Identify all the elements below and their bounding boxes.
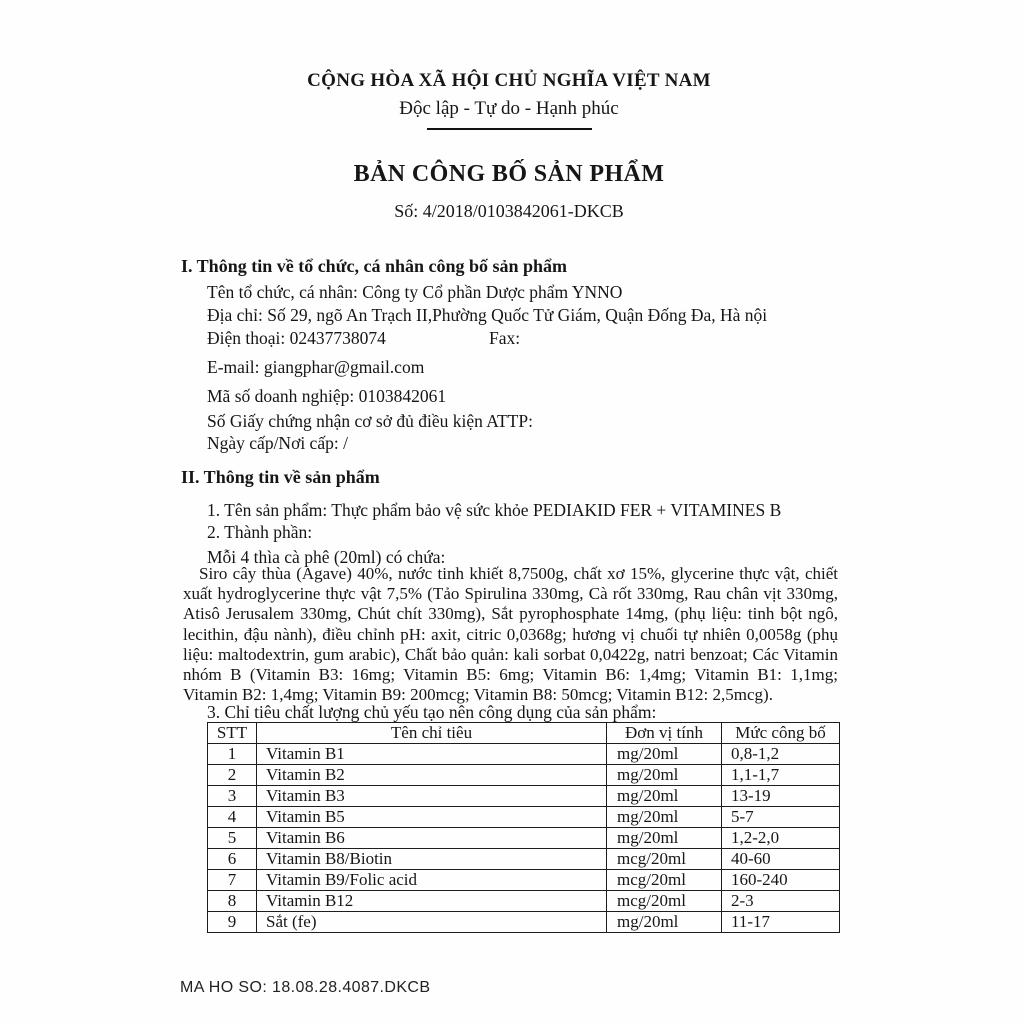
cell-stt: 5 xyxy=(208,828,257,849)
quality-table xyxy=(207,722,840,933)
cell-level: 2-3 xyxy=(722,891,840,912)
cell-level: 1,1-1,7 xyxy=(722,765,840,786)
cell-unit: mg/20ml xyxy=(607,786,722,807)
quality-heading-line: 3. Chỉ tiêu chất lượng chủ yếu tạo nên công dụng của sản phẩm: xyxy=(207,702,657,722)
cell-unit: mg/20ml xyxy=(607,807,722,828)
table-row xyxy=(208,849,840,870)
cell-level: 5-7 xyxy=(722,807,840,828)
address-line: Địa chỉ: Số 29, ngõ An Trạch II,Phường Quốc Tử Giám, Quận Đống Đa, Hà nội xyxy=(207,305,768,325)
cell-name: Vitamin B9/Folic acid xyxy=(257,870,607,891)
national-title: CỘNG HÒA XÃ HỘI CHỦ NGHĨA VIỆT NAM xyxy=(307,70,711,91)
section1-heading: I. Thông tin về tổ chức, cá nhân công bố sản phẩm xyxy=(181,256,568,276)
cell-stt: 8 xyxy=(208,891,257,912)
cell-unit: mcg/20ml xyxy=(607,870,722,891)
cell-stt: 7 xyxy=(208,870,257,891)
cell-name: Vitamin B12 xyxy=(257,891,607,912)
cell-unit: mg/20ml xyxy=(607,828,722,849)
ingredients-paragraph: Siro cây thùa (Agave) 40%, nước tinh khiết 8,7500g, chất xơ 15%, glycerine thực vật, chiết xuất hydroglycerine thực vật 7,5% (Tảo Spirulina 330mg, Cà rốt 330mg, Rau chân vịt 330mg, Atisô Jerusalem 330mg, Chút chít 330mg), Sắt pyrophosphate 14mg, (phụ liệu: tinh bột ngô, lecithin, đậu nành), điều chỉnh pH: axit, citric 0,0368g; hương vị chuối tự nhiên 0,0058g (phụ liệu: maltodextrin, gum arabic), Chất bảo quản: kali sorbat 0,0422g, natri benzoat; Các Vitamin nhóm B (Vitamin B3: 16mg; Vitamin B5: 6mg; Vitamin B6: 1,4mg; Vitamin B1: 1,1mg; Vitamin B2: 1,4mg; Vitamin B9: 200mcg; Vitamin B8: 50mcg; Vitamin B12: 2,5mcg). xyxy=(183,564,838,705)
cell-stt: 3 xyxy=(208,786,257,807)
org-name-line: Tên tổ chức, cá nhân: Công ty Cổ phần Dược phẩm YNNO xyxy=(207,282,623,302)
serving-line: Mỗi 4 thìa cà phê (20ml) có chứa: xyxy=(207,547,446,567)
cell-name: Vitamin B1 xyxy=(257,744,607,765)
cell-name: Vitamin B3 xyxy=(257,786,607,807)
attp-cert-line: Số Giấy chứng nhận cơ sở đủ điều kiện ATTP: xyxy=(207,411,533,431)
table-row xyxy=(208,744,840,765)
issue-line: Ngày cấp/Nơi cấp: / xyxy=(207,433,348,453)
col-header-stt: STT xyxy=(208,723,257,744)
cell-name: Vitamin B5 xyxy=(257,807,607,828)
table-row xyxy=(208,786,840,807)
cell-name: Vitamin B8/Biotin xyxy=(257,849,607,870)
table-row xyxy=(208,891,840,912)
phone-fax-line xyxy=(207,328,521,349)
cell-stt: 4 xyxy=(208,807,257,828)
table-row xyxy=(208,807,840,828)
cell-level: 11-17 xyxy=(722,912,840,933)
table-row xyxy=(208,828,840,849)
cell-level: 40-60 xyxy=(722,849,840,870)
table-row xyxy=(208,912,840,933)
document-number: Số: 4/2018/0103842061-DKCB xyxy=(394,201,624,221)
cell-unit: mg/20ml xyxy=(607,765,722,786)
col-header-level: Mức công bố xyxy=(722,723,840,744)
cell-stt: 9 xyxy=(208,912,257,933)
cell-stt: 2 xyxy=(208,765,257,786)
cell-name: Vitamin B6 xyxy=(257,828,607,849)
col-header-name: Tên chỉ tiêu xyxy=(257,723,607,744)
cell-level: 0,8-1,2 xyxy=(722,744,840,765)
table-row xyxy=(208,870,840,891)
product-name-line: 1. Tên sản phẩm: Thực phẩm bảo vệ sức khỏe PEDIAKID FER + VITAMINES B xyxy=(207,500,782,520)
email-line: E-mail: giangphar@gmail.com xyxy=(207,357,425,377)
file-code: MA HO SO: 18.08.28.4087.DKCB xyxy=(180,979,431,996)
cell-level: 13-19 xyxy=(722,786,840,807)
table-header-row xyxy=(208,723,840,744)
ingredients-heading-line: 2. Thành phần: xyxy=(207,522,313,542)
cell-unit: mcg/20ml xyxy=(607,891,722,912)
header-divider-rule xyxy=(427,128,592,130)
section2-heading: II. Thông tin về sản phẩm xyxy=(181,467,380,487)
cell-level: 1,2-2,0 xyxy=(722,828,840,849)
cell-unit: mg/20ml xyxy=(607,912,722,933)
cell-name: Vitamin B2 xyxy=(257,765,607,786)
document-title: BẢN CÔNG BỐ SẢN PHẨM xyxy=(353,161,665,187)
cell-unit: mcg/20ml xyxy=(607,849,722,870)
phone-value: Điện thoại: 02437738074 xyxy=(207,328,386,348)
cell-name: Sắt (fe) xyxy=(257,912,607,933)
cell-stt: 1 xyxy=(208,744,257,765)
motto-line: Độc lập - Tự do - Hạnh phúc xyxy=(399,98,619,119)
cell-level: 160-240 xyxy=(722,870,840,891)
business-code-line: Mã số doanh nghiệp: 0103842061 xyxy=(207,386,447,406)
cell-stt: 6 xyxy=(208,849,257,870)
fax-label: Fax: xyxy=(489,328,521,348)
table-row xyxy=(208,765,840,786)
cell-unit: mg/20ml xyxy=(607,744,722,765)
col-header-unit: Đơn vị tính xyxy=(607,723,722,744)
